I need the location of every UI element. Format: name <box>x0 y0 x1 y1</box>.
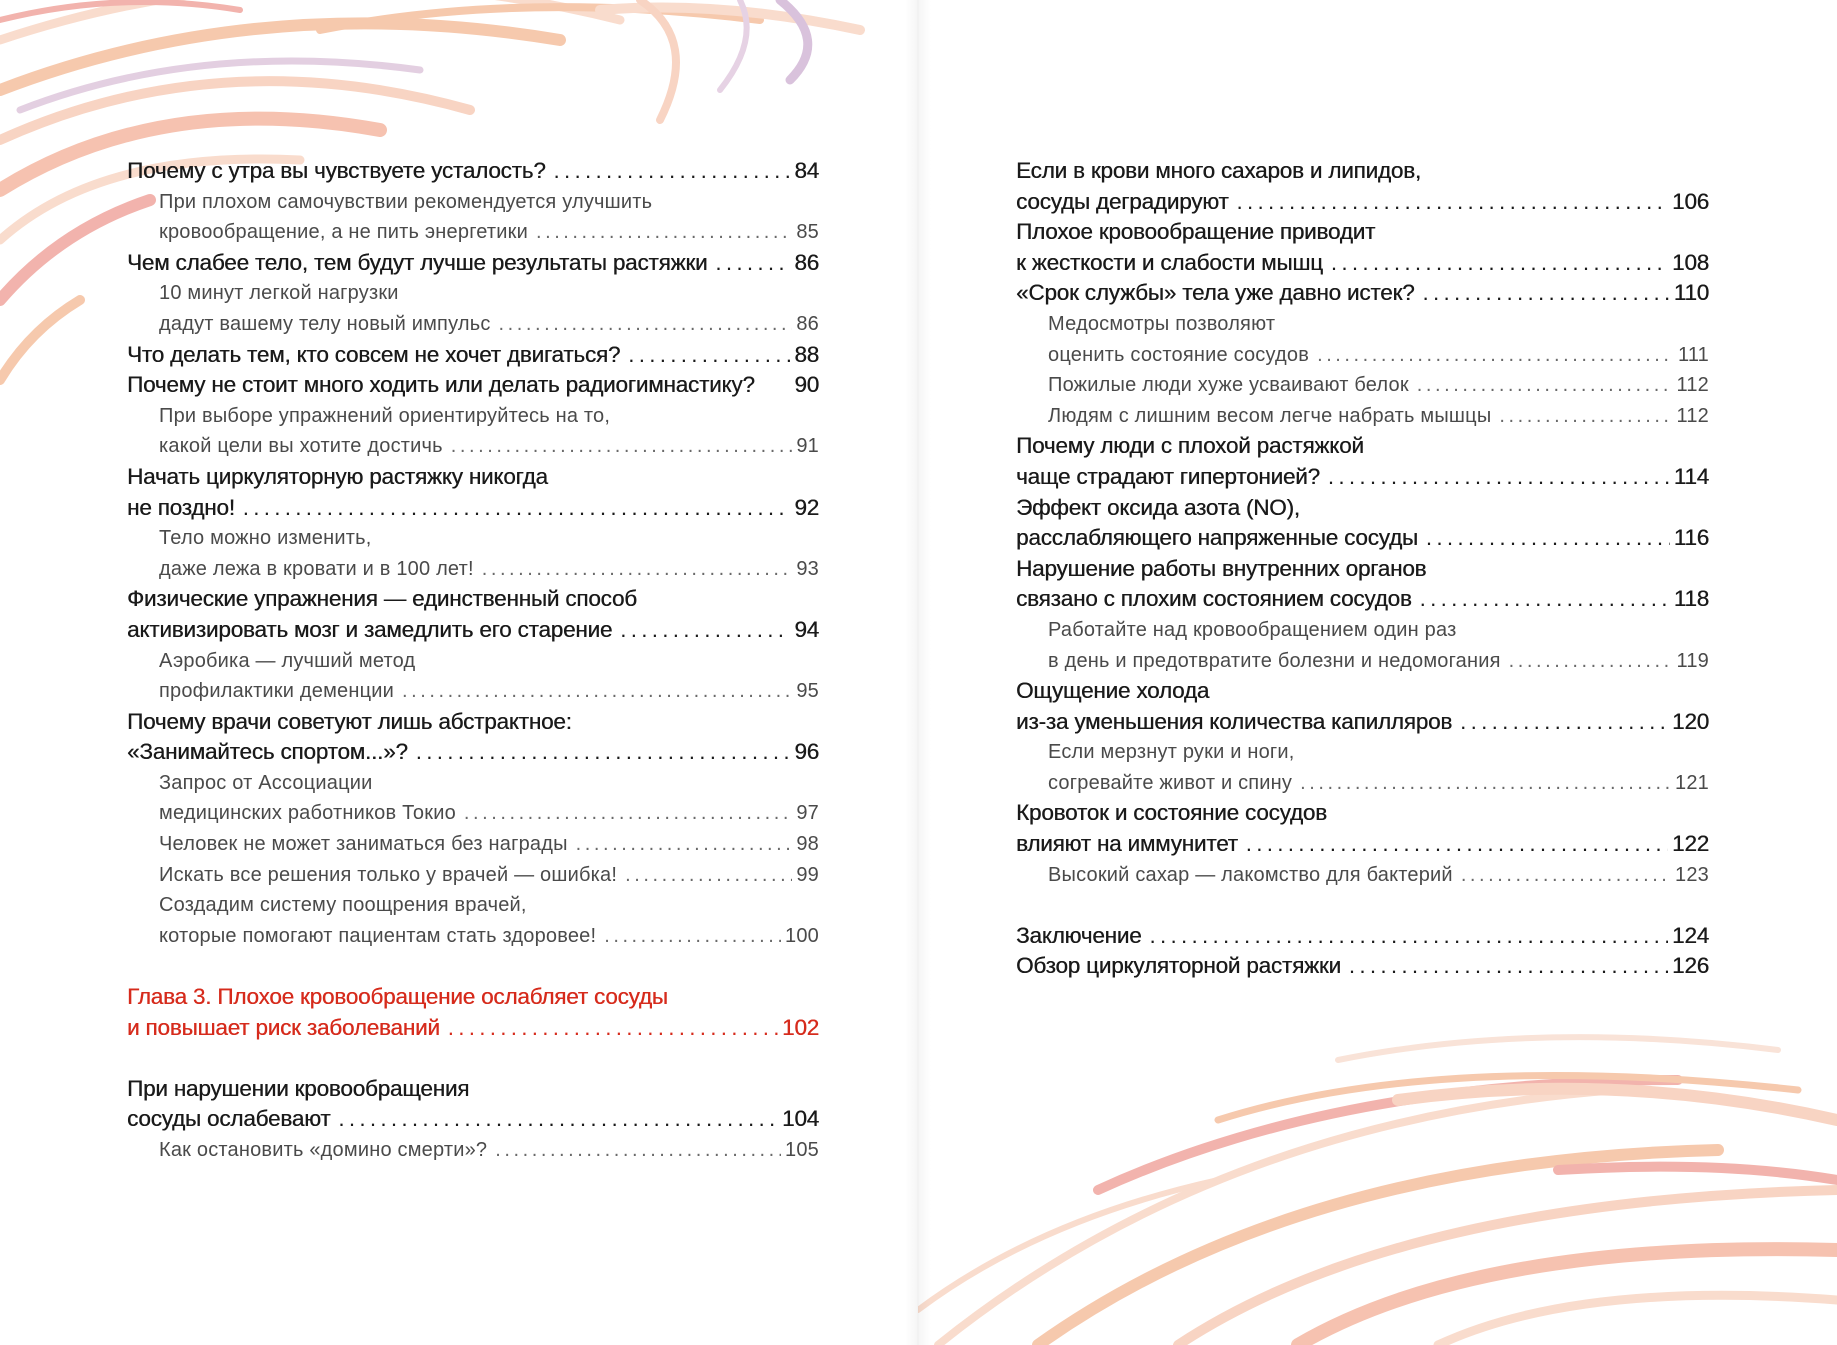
toc-entry <box>127 1013 819 1044</box>
toc-entry <box>127 1104 819 1135</box>
toc-entry <box>1016 248 1709 279</box>
toc-entry-title: При нарушении кровообращения <box>127 1075 470 1101</box>
dot-leader <box>554 156 791 187</box>
dot-leader <box>1300 768 1671 799</box>
toc-entry <box>1016 309 1709 340</box>
toc-entry-title: Тело можно изменить, <box>159 527 372 550</box>
toc-entry-title: сосуды деградируют <box>1016 188 1229 214</box>
toc-entry <box>1016 829 1709 860</box>
toc-entry <box>1016 523 1709 554</box>
toc-entry <box>1016 951 1709 982</box>
toc-page-number: 119 <box>1676 649 1709 672</box>
book-gutter <box>905 0 931 1345</box>
dot-leader <box>576 829 793 860</box>
toc-entry-title: дадут вашему телу новый импульс <box>159 312 491 335</box>
toc-entry-title: сосуды ослабевают <box>127 1106 331 1132</box>
toc-entry <box>127 615 819 646</box>
toc-entry-title: При плохом самочувствии рекомендуется улучшить <box>159 190 653 213</box>
dot-leader <box>536 217 792 248</box>
toc-entry-title: кровообращение, а не пить энергетики <box>159 221 528 244</box>
toc-entry <box>127 768 819 799</box>
toc-entry <box>1016 646 1709 677</box>
toc-page-number: 104 <box>782 1106 819 1132</box>
toc-entry-title: Почему не стоит много ходить или делать радиогимнастику? <box>127 372 755 398</box>
toc-page-number: 100 <box>785 924 819 947</box>
dot-leader <box>1499 401 1672 432</box>
dot-leader <box>495 1135 781 1166</box>
dot-leader <box>1509 646 1673 677</box>
toc-page-number: 88 <box>794 341 819 367</box>
toc-entry <box>127 278 819 309</box>
toc-entry-title: Заключение <box>1016 922 1142 948</box>
toc-entry-title: которые помогают пациентам стать здоровее! <box>159 924 597 947</box>
toc-page-number: 84 <box>794 158 819 183</box>
toc-entry-title: Высокий сахар — лакомство для бактерий <box>1048 863 1453 886</box>
toc-page-number: 120 <box>1672 708 1709 734</box>
dot-leader <box>338 1104 778 1135</box>
dot-leader <box>243 493 791 524</box>
toc-entry <box>1016 584 1709 615</box>
toc-entry-title: Почему врачи советуют лишь абстрактное: <box>127 708 572 734</box>
toc-entry <box>1016 431 1709 462</box>
dot-leader <box>1149 921 1668 952</box>
toc-entry <box>1016 707 1709 738</box>
dot-leader <box>715 248 790 279</box>
toc-entry-title: даже лежа в кровати и в 100 лет! <box>159 557 474 580</box>
toc-page-number: 97 <box>796 802 819 825</box>
toc-entry <box>127 248 819 279</box>
toc-entry-title: При выборе упражнений ориентируйтесь на то, <box>159 404 611 427</box>
toc-page-number: 102 <box>782 1014 819 1040</box>
toc-page-number: 90 <box>794 372 819 398</box>
toc-entry <box>1016 615 1709 646</box>
toc-page-number: 91 <box>796 435 819 458</box>
toc-entry-title: не поздно! <box>127 494 235 520</box>
toc-entry-title: связано с плохим состоянием сосудов <box>1016 586 1412 612</box>
toc-entry-title: Искать все решения только у врачей — ошибка! <box>159 863 618 886</box>
toc-entry-title: Пожилые люди хуже усваивают белок <box>1048 374 1409 397</box>
toc-entry-title: чаще страдают гипертонией? <box>1016 463 1320 489</box>
toc-entry <box>1016 401 1709 432</box>
toc-entry-title: Медосмотры позволяют <box>1048 312 1276 335</box>
toc-page-number: 111 <box>1677 343 1709 366</box>
toc-entry <box>127 921 819 952</box>
toc-page-number: 126 <box>1672 953 1709 979</box>
toc-entry <box>1016 554 1709 585</box>
toc-page-number: 123 <box>1675 863 1709 886</box>
dot-leader <box>1349 951 1668 982</box>
dot-leader <box>499 309 793 340</box>
toc-page-number: 121 <box>1675 771 1709 794</box>
toc-entry-title: Обзор циркуляторной растяжки <box>1016 953 1341 979</box>
toc-page-number: 124 <box>1672 922 1709 948</box>
toc-entry <box>1016 921 1709 952</box>
dot-leader <box>628 340 790 371</box>
toc-entry-title: Начать циркуляторную растяжку никогда <box>127 463 548 489</box>
toc-entry-title: Как остановить «домино смерти»? <box>159 1139 488 1161</box>
toc-entry <box>127 156 819 187</box>
dot-leader <box>604 921 781 952</box>
toc-entry-title: Работайте над кровообращением один раз <box>1048 618 1457 641</box>
toc-entry-title: Человек не может заниматься без награды <box>159 833 568 856</box>
toc-entry-title: Почему люди с плохой растяжкой <box>1016 433 1364 459</box>
toc-entry <box>127 829 819 860</box>
toc-entry <box>127 890 819 921</box>
toc-entry-title: влияют на иммунитет <box>1016 831 1238 857</box>
toc-entry-title: какой цели вы хотите достичь <box>159 435 443 458</box>
dot-leader <box>1237 187 1669 218</box>
dot-leader <box>451 431 793 462</box>
toc-page-number: 118 <box>1673 586 1709 612</box>
toc-page-number: 93 <box>796 557 819 580</box>
dot-leader <box>1317 340 1674 371</box>
toc-entry-title: и повышает риск заболеваний <box>127 1014 440 1040</box>
toc-entry-title: оценить состояние сосудов <box>1048 343 1310 366</box>
dot-leader <box>416 737 791 768</box>
toc-entry-title: Плохое кровообращение приводит <box>1016 219 1376 245</box>
toc-entry <box>1016 156 1709 187</box>
toc-entry-title: профилактики деменции <box>159 680 394 703</box>
toc-entry <box>1016 340 1709 371</box>
toc-entry-title: Глава 3. Плохое кровообращение ослабляет сосуды <box>127 984 668 1010</box>
dot-leader <box>448 1013 778 1044</box>
toc-entry-title: согревайте живот и спину <box>1048 771 1293 794</box>
toc-right-column <box>1016 156 1709 982</box>
toc-entry <box>127 217 819 248</box>
toc-entry <box>127 737 819 768</box>
toc-page-number: 122 <box>1672 831 1709 857</box>
toc-entry <box>127 584 819 615</box>
toc-page-number: 96 <box>794 739 819 765</box>
toc-entry <box>127 707 819 738</box>
toc-entry <box>127 554 819 585</box>
toc-entry-title: Нарушение работы внутренних органов <box>1016 555 1427 581</box>
toc-page-number: 99 <box>796 863 819 886</box>
toc-entry-title: Чем слабее тело, тем будут лучше результаты растяжки <box>127 249 708 275</box>
toc-page-number: 98 <box>796 833 819 856</box>
toc-entry-title: активизировать мозг и замедлить его старение <box>127 616 613 642</box>
dot-leader <box>1420 584 1670 615</box>
dot-leader <box>1328 462 1670 493</box>
toc-page-number: 95 <box>796 680 819 703</box>
toc-entry-title: Людям с лишним весом легче набрать мышцы <box>1048 404 1492 427</box>
toc-entry <box>127 982 819 1013</box>
toc-entry-title: в день и предотвратите болезни и недомогания <box>1048 649 1501 672</box>
toc-entry <box>1016 737 1709 768</box>
toc-entry-title: Почему с утра вы чувствуете усталость? <box>127 158 546 183</box>
toc-entry-title: Физические упражнения — единственный способ <box>127 586 637 612</box>
toc-entry-title: Кровоток и состояние сосудов <box>1016 800 1327 826</box>
toc-entry-title: «Занимайтесь спортом...»? <box>127 739 408 765</box>
toc-page-number: 86 <box>796 312 819 335</box>
dot-leader <box>620 615 790 646</box>
toc-entry-title: к жесткости и слабости мышц <box>1016 249 1323 275</box>
toc-page-number: 94 <box>794 616 819 642</box>
dot-leader <box>1331 248 1668 279</box>
toc-entry <box>1016 370 1709 401</box>
toc-entry <box>127 431 819 462</box>
toc-entry-title: Ощущение холода <box>1016 678 1210 704</box>
toc-entry-title: 10 минут легкой нагрузки <box>159 282 399 305</box>
toc-entry-title: медицинских работников Токио <box>159 802 456 825</box>
toc-entry <box>127 462 819 493</box>
dot-leader <box>1417 370 1673 401</box>
toc-entry-title: расслабляющего напряженные сосуды <box>1016 525 1418 551</box>
toc-entry <box>127 187 819 218</box>
toc-entry <box>127 676 819 707</box>
toc-entry <box>1016 798 1709 829</box>
toc-entry <box>127 493 819 524</box>
toc-entry <box>1016 462 1709 493</box>
dot-leader <box>1460 707 1668 738</box>
toc-page-number: 112 <box>1676 404 1709 427</box>
toc-page-number: 116 <box>1673 525 1709 551</box>
toc-entry-title: Аэробика — лучший метод <box>159 649 416 672</box>
toc-entry <box>127 798 819 829</box>
toc-entry-title: Что делать тем, кто совсем не хочет двигаться? <box>127 341 621 367</box>
toc-entry <box>127 370 819 401</box>
toc-entry <box>127 1135 819 1166</box>
dot-leader <box>1426 523 1670 554</box>
toc-page-number: 112 <box>1676 374 1709 397</box>
toc-entry <box>127 340 819 371</box>
toc-entry <box>127 646 819 677</box>
toc-entry-title: «Срок службы» тела уже давно истек? <box>1016 280 1415 306</box>
dot-leader <box>1246 829 1668 860</box>
dot-leader <box>402 676 792 707</box>
toc-left-column <box>127 156 819 1166</box>
toc-entry <box>1016 217 1709 248</box>
toc-page-number: 92 <box>794 494 819 520</box>
toc-entry <box>127 401 819 432</box>
toc-page-number: 86 <box>794 249 819 275</box>
toc-entry-title: Создадим систему поощрения врачей, <box>159 894 527 917</box>
dot-leader <box>1461 860 1671 891</box>
dot-leader <box>1422 278 1669 309</box>
dot-leader <box>625 860 792 891</box>
toc-entry-title: из-за уменьшения количества капилляров <box>1016 708 1453 734</box>
toc-entry <box>1016 676 1709 707</box>
toc-page-number: 105 <box>785 1139 819 1161</box>
toc-page-number: 110 <box>1673 280 1709 306</box>
toc-page-number: 85 <box>796 221 819 244</box>
toc-page-number: 106 <box>1672 188 1709 214</box>
dot-leader <box>464 798 792 829</box>
toc-entry-title: Запрос от Ассоциации <box>159 771 373 794</box>
dot-leader <box>482 554 793 585</box>
toc-entry <box>127 860 819 891</box>
toc-entry <box>1016 278 1709 309</box>
toc-entry <box>127 309 819 340</box>
toc-entry-title: Если мерзнут руки и ноги, <box>1048 741 1295 764</box>
toc-entry <box>127 523 819 554</box>
toc-entry <box>1016 860 1709 891</box>
toc-entry-title: Эффект оксида азота (NO), <box>1016 494 1300 520</box>
toc-entry <box>127 1074 819 1105</box>
toc-entry <box>1016 768 1709 799</box>
toc-page-number: 114 <box>1673 463 1709 489</box>
toc-page-number: 108 <box>1672 249 1709 275</box>
toc-entry <box>1016 187 1709 218</box>
toc-entry-title: Если в крови много сахаров и липидов, <box>1016 158 1421 183</box>
toc-entry <box>1016 493 1709 524</box>
